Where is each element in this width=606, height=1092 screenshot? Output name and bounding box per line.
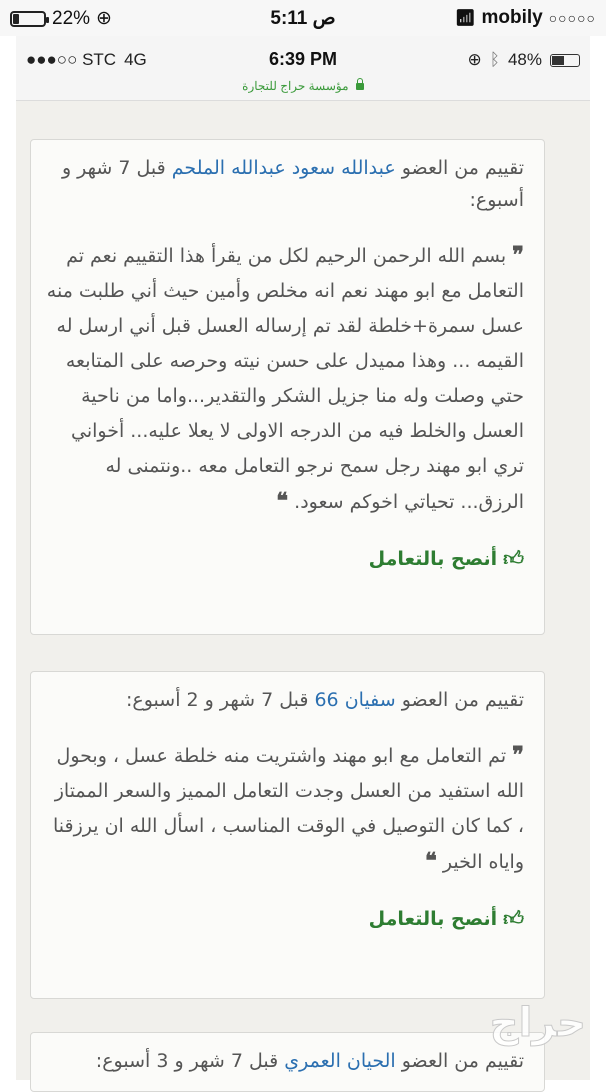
site-identity[interactable] bbox=[16, 79, 590, 93]
recommend-badge bbox=[45, 546, 524, 571]
review-time: قبل 7 شهر و أسبوع: bbox=[61, 157, 524, 211]
outer-carrier-group bbox=[455, 7, 596, 29]
rotation-lock-icon: ⊕ bbox=[467, 50, 482, 69]
inner-carrier: ●●●○○ STC bbox=[26, 50, 117, 69]
inner-battery-percent: 48% bbox=[507, 50, 542, 69]
wifi-icon: 📶︎ bbox=[455, 10, 476, 27]
close-quote-icon: ❝ bbox=[276, 488, 289, 514]
lock-icon bbox=[356, 83, 364, 90]
battery-fill bbox=[552, 56, 564, 65]
bluetooth-icon: ᛒ bbox=[489, 50, 500, 69]
outer-carrier: mobily bbox=[481, 7, 543, 28]
review-prefix: تقييم من العضو bbox=[395, 689, 524, 711]
outer-battery-percent: 22% bbox=[52, 7, 91, 29]
member-link[interactable]: سفيان 66 bbox=[314, 689, 396, 711]
recommend-label: أنصح بالتعامل bbox=[368, 547, 498, 570]
review-prefix: تقييم من العضو bbox=[395, 1050, 524, 1072]
recommend-badge bbox=[45, 906, 524, 931]
outer-time: 5:11 ص bbox=[270, 8, 336, 29]
signal-strength-icon: ○○○○○ bbox=[548, 10, 596, 26]
open-quote-icon: ❞ bbox=[512, 742, 524, 768]
rotation-lock-icon: ⊕ bbox=[96, 8, 112, 29]
inner-time: 6:39 PM bbox=[268, 49, 338, 69]
inner-battery-group bbox=[468, 50, 580, 70]
review-text: بسم الله الرحمن الرحيم لكل من يقرأ هذا التقييم نعم تم التعامل مع ابو مهند نعم انه مخلص وأمين حيث أني طلبت منه عسل سمرة+خلطة لقد تم إرساله العسل قبل أني ارسل له القيمه ... وهذا مميدل على حسن نيته وحرصه على المتابعه حتي وصلت وله منا جزيل الشكر والتقدير...واما من ناحية العسل والخلط فيه من الدرجه الاولى لا يعلا عليه... أخواني تري ابو مهند رجل سمح نرجو التعامل معه ..ونتمنى له الرزق... تحياتي اخوكم سعود. bbox=[46, 245, 524, 513]
watermark-logo: حراج bbox=[489, 1000, 586, 1046]
battery-icon bbox=[550, 54, 580, 67]
review-card bbox=[30, 1032, 545, 1092]
open-quote-icon: ❞ bbox=[512, 242, 524, 268]
review-card bbox=[30, 671, 545, 999]
close-quote-icon: ❝ bbox=[425, 848, 437, 874]
review-body bbox=[45, 238, 524, 520]
review-prefix: تقييم من العضو bbox=[395, 157, 524, 179]
inner-status-bar bbox=[16, 36, 590, 101]
review-header bbox=[45, 684, 524, 716]
review-text: تم التعامل مع ابو مهند واشتريت منه خلطة عسل ، وبحول الله استفيد من العسل وجدت التعامل المميز والسعر الممتاز ، كما كان التوصيل في الوقت المناسب ، اسأل الله ان يرزقنا واياه الخير bbox=[53, 745, 524, 873]
review-body bbox=[45, 738, 524, 880]
recommend-label: أنصح بالتعامل bbox=[368, 907, 498, 930]
thumbs-up-icon: 👍︎ bbox=[503, 546, 524, 570]
review-header bbox=[45, 152, 524, 216]
member-link[interactable]: الحيان العمري bbox=[284, 1050, 396, 1072]
review-header bbox=[45, 1045, 524, 1077]
member-link[interactable]: عبدالله سعود عبدالله الملحم bbox=[171, 157, 396, 179]
review-time: قبل 7 شهر و 3 أسبوع: bbox=[95, 1050, 285, 1072]
review-time: قبل 7 شهر و 2 أسبوع: bbox=[125, 689, 315, 711]
outer-status-bar bbox=[0, 0, 606, 36]
thumbs-up-icon: 👍︎ bbox=[503, 906, 524, 930]
site-name: مؤسسة حراج للتجارة bbox=[242, 79, 349, 93]
review-card bbox=[30, 139, 545, 635]
inner-network: 4G bbox=[124, 50, 147, 69]
